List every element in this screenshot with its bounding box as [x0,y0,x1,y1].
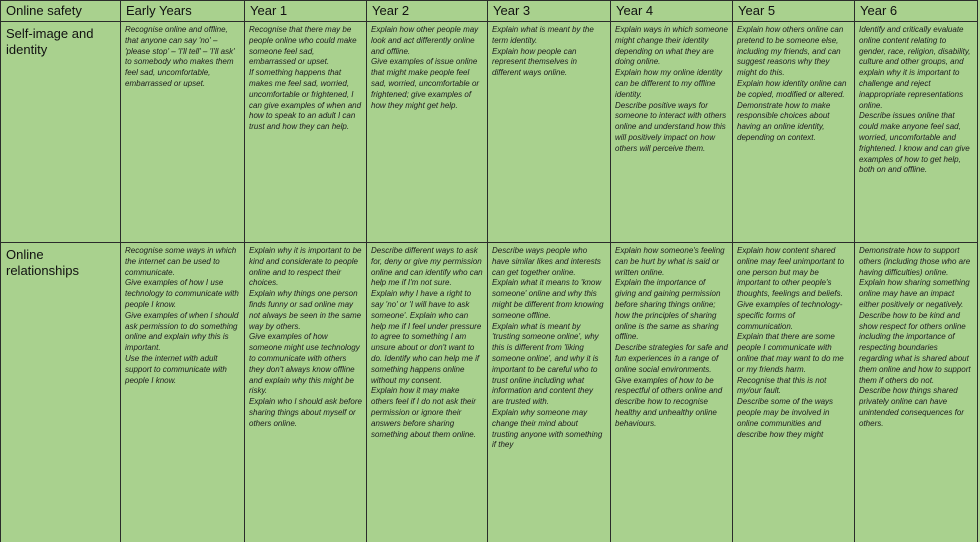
cell-online-relationships-year-6 [855,243,978,542]
cell-online-relationships-year-2 [367,243,488,542]
cell-statement: Explain how others online can pretend to be someone else, including my friends, and can suggest reasons why they might do this. [737,25,844,78]
cell-statement: Explain how someone's feeling can be hurt by what is said or written online. [615,246,725,277]
header-year-4: Year 4 [611,1,733,22]
header-online-safety: Online safety [1,1,121,22]
cell-statement: Explain what is meant by 'trusting someone online', why this is different from 'liking someone online', and why it is important to be careful who to trust online including what information and content they are trusted with. [492,321,599,407]
cell-statement: Give examples of how I use technology to communicate with people I know. [125,278,239,309]
cell-statement: Explain why things one person finds funny or sad online may not always be seen in the same way by others. [249,289,362,331]
cell-statement: Describe how things shared privately online can have unintended consequences for others. [859,386,964,428]
cell-statement: Explain what is meant by the term identity. [492,25,594,45]
header-year-6: Year 6 [855,1,978,22]
cell-statement: Identify and critically evaluate online content relating to gender, race, religion, disability, culture and other groups, and explain why it is important to challenge and reject inappropriate representations online. [859,25,971,110]
cell-statement: Explain how people can represent themselves in different ways online. [492,46,577,78]
cell-statement: Explain the importance of giving and gaining permission before sharing things online; how the principles of sharing online is the same as sharing offline. [615,278,721,342]
cell-statement: Explain why someone may change their mind about trusting anyone with something if they [492,407,603,450]
cell-self-image-and-identity-year-6 [855,22,978,243]
cell-statement: Explain ways in which someone might change their identity depending on what they are doing online. [615,25,728,67]
cell-statement: Explain how identity online can be copied, modified or altered. [737,78,847,99]
cell-statement: Describe some of the ways people may be involved in online communities and describe how they might [737,397,834,439]
header-early-years: Early Years [121,1,245,22]
table-row-self-image-and-identity [1,22,978,243]
cell-online-relationships-year-3 [488,243,611,542]
cell-self-image-and-identity-year-2 [367,22,488,243]
header-year-2: Year 2 [367,1,488,22]
cell-statement: Recognise that there may be people online who could make someone feel sad, embarrassed or upset. [249,25,357,67]
cell-statement: Give examples of how to be respectful of others online and describe how to recognise healthy and unhealthy online behaviours. [615,375,723,428]
cell-self-image-and-identity-year-4 [611,22,733,243]
cell-online-relationships-early-years [121,243,245,542]
cell-statement: Explain what it means to 'know someone' online and why this might be different from knowing someone offline. [492,278,604,320]
cell-statement: Give examples of how someone might use technology to communicate with others they don't always know offline and explain why this might be risky. [249,332,360,396]
cell-statement: Describe ways people who have similar likes and interests can get together online. [492,246,601,277]
header-year-1: Year 1 [245,1,367,22]
cell-statement: Recognise online and offline, that anyone can say 'no' – 'please stop' – 'I'll tell' – 'I'll ask' to somebody who makes them feel sad, uncomfortable, embarrassed or upset. [125,25,235,88]
cell-self-image-and-identity-early-years [121,22,245,243]
cell-statement: Recognise some ways in which the internet can be used to communicate. [125,246,237,277]
header-year-3: Year 3 [488,1,611,22]
table-row-online-relationships [1,243,978,542]
cell-statement: Demonstrate how to make responsible choices about having an online identity, depending on context. [737,100,831,142]
cell-online-relationships-year-1 [245,243,367,542]
cell-statement: Describe positive ways for someone to interact with others online and understand how this will positively impact on how others will perceive them. [615,100,727,153]
cell-online-relationships-year-5 [733,243,855,542]
cell-statement: Give examples of technology-specific forms of communication. [737,299,843,331]
cell-statement: Explain how my online identity can be different to my offline identity. [615,68,723,99]
row-label-online-relationships: Online relationships [1,243,121,542]
cell-statement: Explain how it may make others feel if I do not ask their permission or ignore their answers before sharing something about them online. [371,386,476,439]
cell-online-relationships-year-4 [611,243,733,542]
cell-statement: Explain why I have a right to say 'no' or 'I will have to ask someone'. Explain who can help me if I feel under pressure to agree to something I am unsure about or don't want to do. Identify who can help me if something happens online without my consent. [371,289,482,385]
cell-statement: Describe strategies for safe and fun experiences in a range of online social environments. [615,343,728,374]
cell-self-image-and-identity-year-1 [245,22,367,243]
cell-statement: Give examples of issue online that might make people feel sad, worried, uncomfortable or frightened; give examples of how they might get help. [371,57,480,110]
cell-statement: If something happens that makes me feel sad, worried, uncomfortable or frightened, I can give examples of when and how to speak to an adult I can trust and how they can help. [249,68,362,132]
cell-statement: Describe how to be kind and show respect for others online including the importance of respecting boundaries regarding what is shared about them online and how to support them if others do not. [859,310,971,385]
cell-statement: Explain how other people may look and act differently online and offline. [371,25,479,56]
cell-statement: Explain who I should ask before sharing things about myself or others online. [249,397,362,428]
cell-statement: Describe different ways to ask for, deny or give my permission online and can identify who can help me if I'm not sure. [371,246,483,288]
cell-statement: Explain why it is important to be kind and considerate to people online and to respect their choices. [249,246,362,288]
cell-statement: Recognise that this is not my/our fault. [737,375,827,396]
cell-statement: Use the internet with adult support to communicate with people I know. [125,353,227,385]
cell-self-image-and-identity-year-3 [488,22,611,243]
header-year-5: Year 5 [733,1,855,22]
cell-statement: Describe issues online that could make anyone feel sad, worried, uncomfortable and frightened. I know and can give examples of how to get help, both on and offline. [859,111,970,175]
cell-statement: Explain how sharing something online may have an impact either positively or negatively. [859,278,970,309]
cell-statement: Explain how content shared online may feel unimportant to one person but may be important to other people's thoughts, feelings and beliefs. [737,246,845,299]
cell-statement: Demonstrate how to support others (including those who are having difficulties) online. [859,246,971,277]
header-row [1,1,978,22]
cell-statement: Explain that there are some people I communicate with online that may want to do me or my friends harm. [737,332,844,374]
row-label-self-image-and-identity: Self-image and identity [1,22,121,243]
cell-statement: Give examples of when I should ask permission to do something online and explain why this is important. [125,310,239,353]
cell-self-image-and-identity-year-5 [733,22,855,243]
